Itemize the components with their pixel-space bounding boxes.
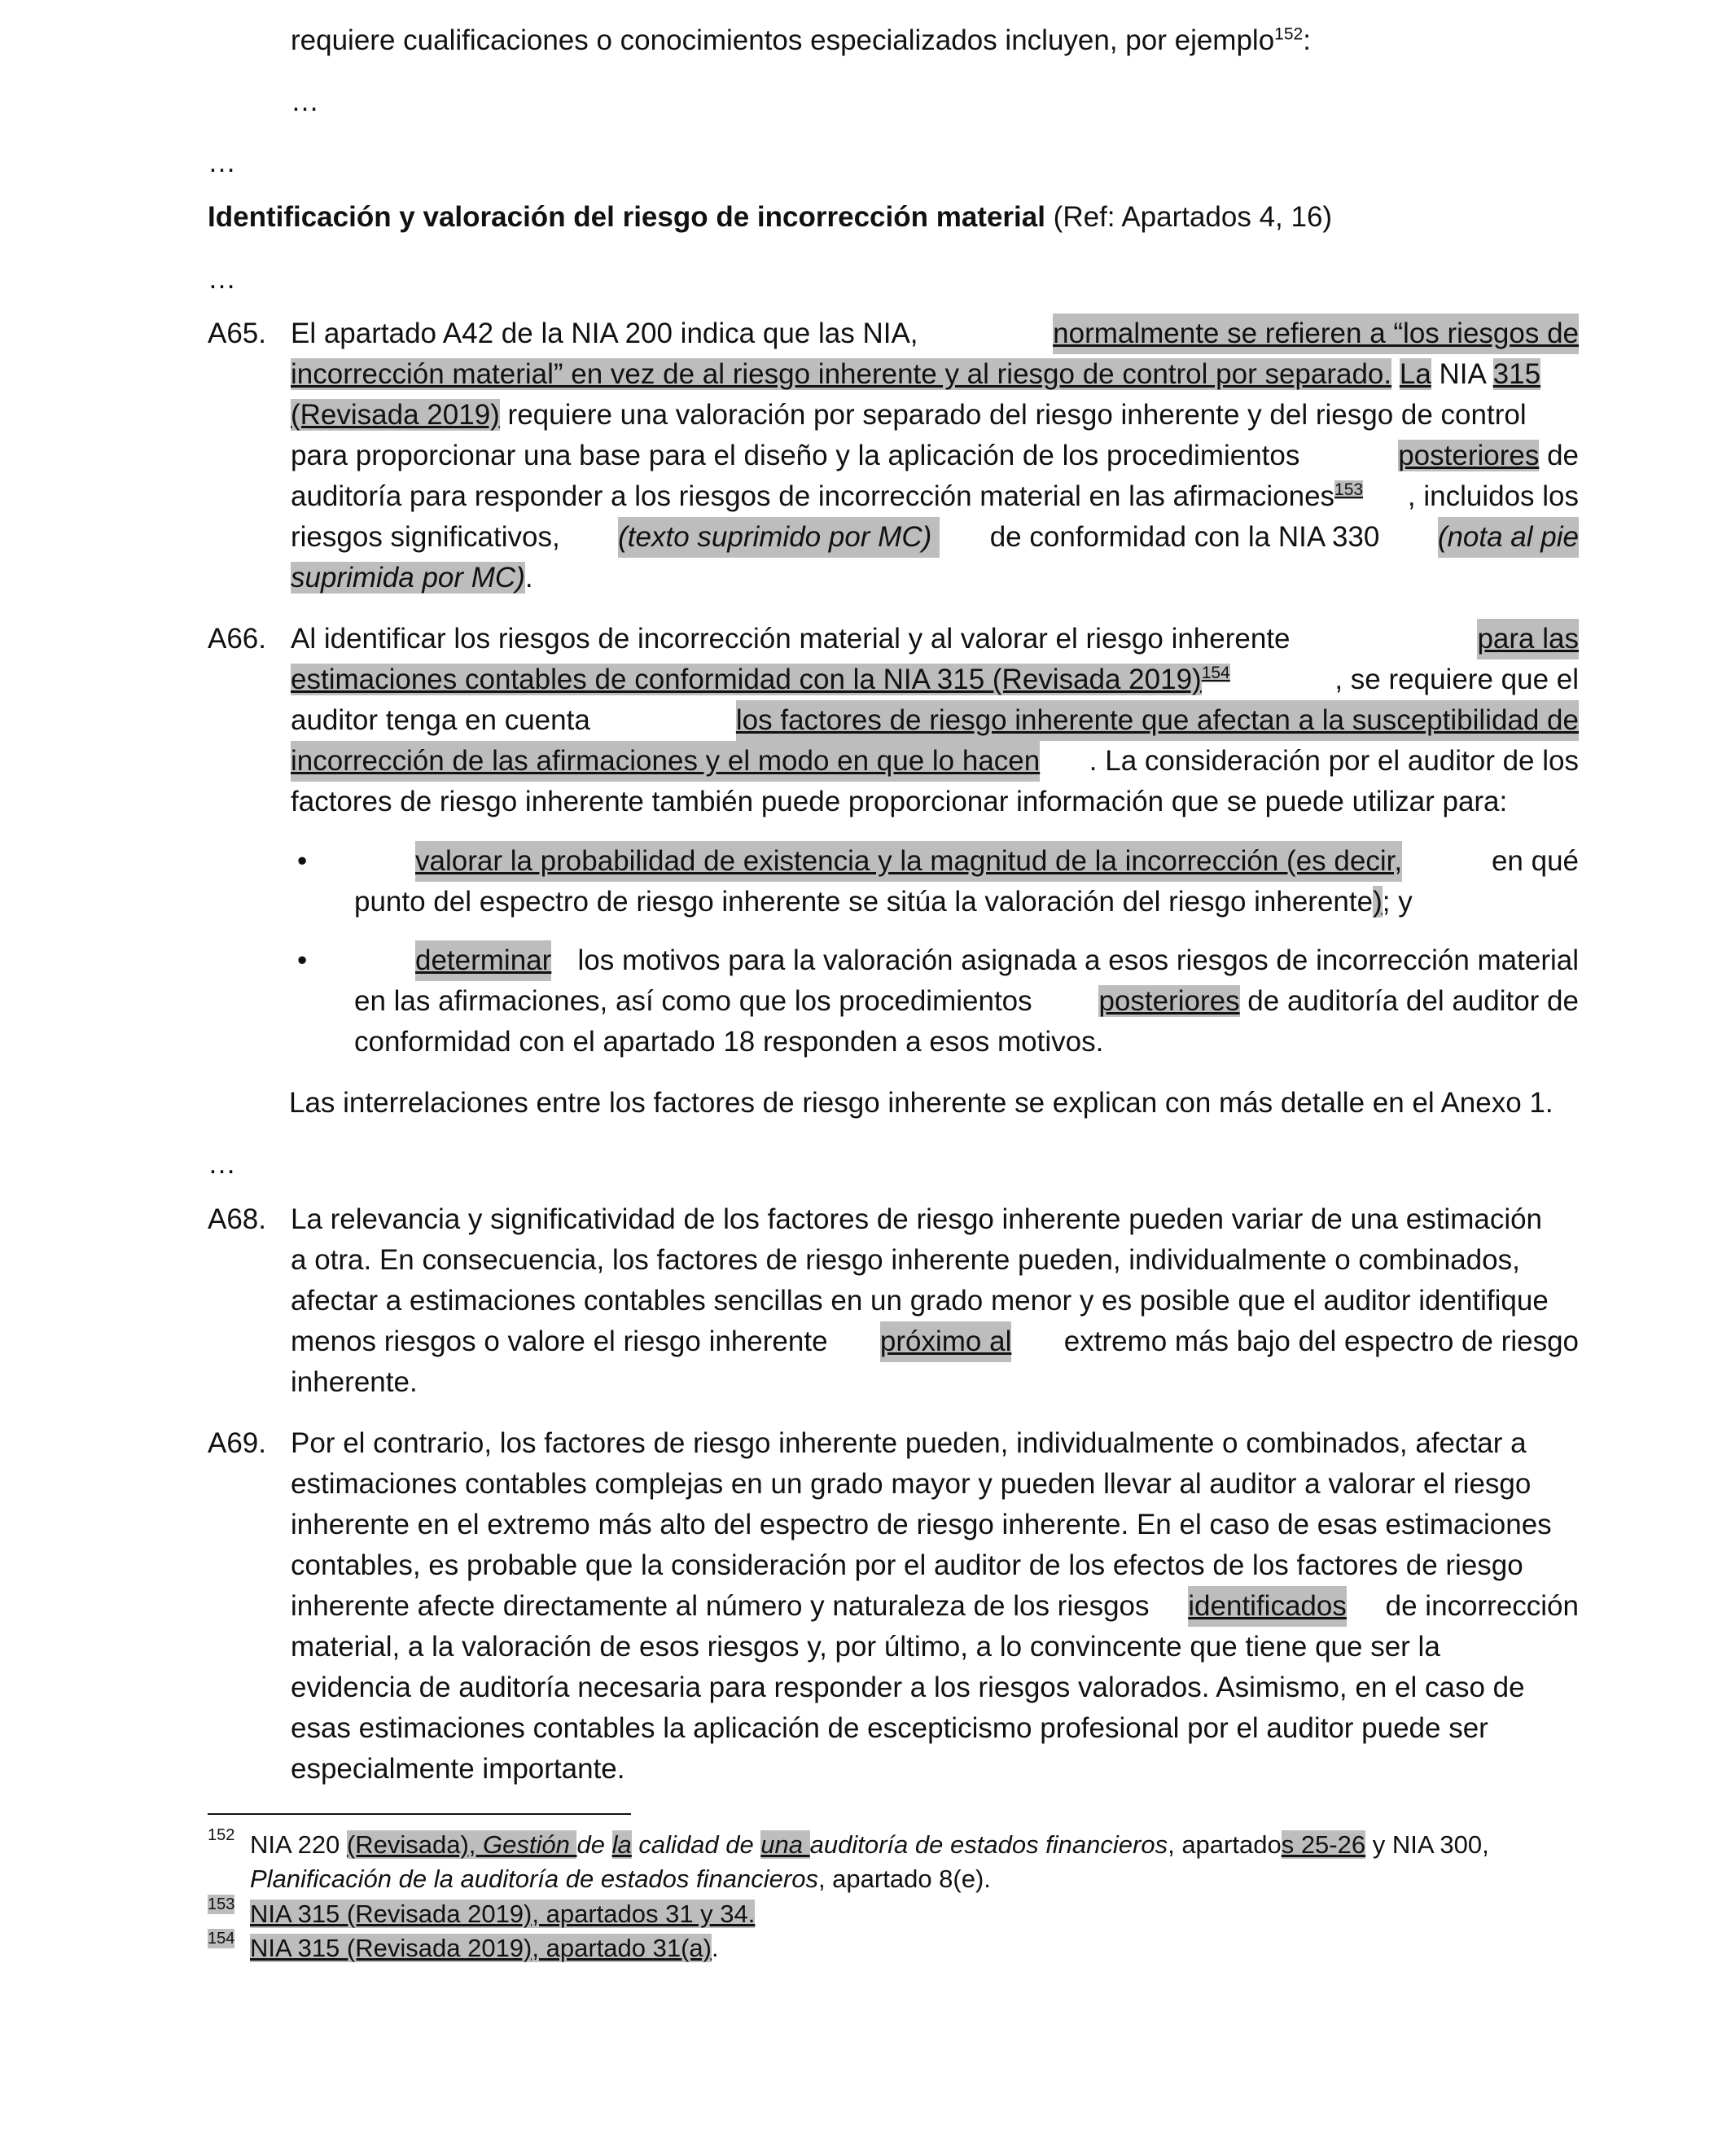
bullet-marker: •: [297, 845, 308, 877]
text-run: NIA 220: [250, 1830, 347, 1859]
text-line: conformidad con el apartado 18 responden a esos motivos.: [354, 1026, 1104, 1058]
footnote-number-153: 153: [208, 1895, 235, 1913]
text-run: en las afirmaciones, así como que los procedimientos: [354, 985, 1041, 1017]
text-run: Planificación de la auditoría de estados financieros: [250, 1865, 818, 1893]
text-line: [291, 517, 1579, 558]
text-run: , incluidos los: [1407, 480, 1579, 512]
text-line: La relevancia y significatividad de los factores de riesgo inherente pueden variar de una estimación: [291, 1203, 1543, 1235]
tracked-change: posteriores: [1098, 985, 1240, 1017]
intro-colon: :: [1303, 24, 1311, 56]
text-line: [291, 1321, 1579, 1362]
text-run: para proporcionar una base para el diseño y la aplicación de los procedimientos: [291, 440, 1308, 471]
text-run: riesgos significativos,: [291, 521, 568, 553]
text-line: material, a la valoración de esos riesgos y, por último, a lo convincente que tiene que ser la: [291, 1631, 1440, 1663]
text-run: [1391, 358, 1400, 390]
tracked-change: identificados: [1188, 1586, 1347, 1627]
tracked-change: la: [611, 1830, 632, 1859]
footnote-separator: [208, 1813, 631, 1815]
tracked-change: Gestión: [483, 1830, 577, 1859]
footnote-154: [250, 1931, 719, 1965]
heading-title: Identificación y valoración del riesgo de incorrección material: [208, 201, 1045, 233]
text-line: Las interrelaciones entre los factores de riesgo inherente se explican con más detalle en el Anexo 1.: [289, 1087, 1554, 1119]
text-run: auditor tenga en cuenta: [291, 704, 598, 736]
tracked-change: ): [1373, 886, 1383, 918]
text-line: evidencia de auditoría necesaria para responder a los riesgos valorados. Asimismo, en el caso de: [291, 1672, 1525, 1703]
bullet-marker: •: [297, 944, 308, 976]
footnote-number-152: 152: [208, 1826, 235, 1844]
text-line: afectar a estimaciones contables sencillas en un grado menor y es posible que el auditor identifique: [291, 1285, 1549, 1317]
text-run: calidad de: [631, 1830, 761, 1859]
text-run: .: [524, 562, 533, 594]
text-line: [291, 741, 1579, 782]
text-run: de incorrección: [1377, 1590, 1579, 1622]
tracked-change: suprimida por MC): [291, 562, 525, 594]
text-line: [415, 940, 1579, 981]
text-line: [291, 476, 1579, 517]
text-line: [354, 981, 1579, 1022]
tracked-change: 315: [1492, 358, 1541, 390]
intro-text: requiere cualificaciones o conocimientos especializados incluyen, por ejemplo: [291, 24, 1275, 56]
text-line: Por el contrario, los factores de riesgo inherente pueden, individualmente o combinados, afectar a: [291, 1427, 1527, 1459]
text-run: auditoría para responder a los riesgos de incorrección material en las afirmaciones: [291, 480, 1335, 512]
footnote-ref-153[interactable]: 153: [1334, 480, 1364, 500]
tracked-change: (Revisada),: [346, 1830, 484, 1859]
text-line: inherente.: [291, 1366, 418, 1398]
text-line: [291, 558, 533, 598]
text-line: especialmente importante.: [291, 1753, 625, 1785]
tracked-change: normalmente se refieren a “los riesgos de: [1053, 313, 1579, 354]
text-line: [291, 660, 1579, 700]
tracked-change: una: [760, 1830, 810, 1859]
text-line: a otra. En consecuencia, los factores de riesgo inherente pueden, individualmente o combinados,: [291, 1244, 1520, 1276]
text-line: [291, 313, 1579, 354]
tracked-change: estimaciones contables de conformidad con la NIA 315 (Revisada 2019): [291, 664, 1202, 695]
tracked-change: La: [1399, 358, 1431, 390]
tracked-change: próximo al: [880, 1321, 1011, 1362]
text-run: auditoría de estados financieros: [809, 1830, 1168, 1859]
text-run: NIA: [1431, 358, 1493, 390]
text-run: , apartado 8(e).: [817, 1865, 991, 1893]
ellipsis: …: [208, 147, 236, 178]
tracked-change: posteriores: [1398, 440, 1540, 471]
text-run: extremo más bajo del espectro de riesgo: [1056, 1326, 1579, 1357]
tracked-change: NIA 315 (Revisada 2019), apartados 31 y 34.: [250, 1900, 756, 1928]
text-line: esas estimaciones contables la aplicación de escepticismo profesional por el auditor puede ser: [291, 1712, 1488, 1744]
text-run: .: [711, 1934, 719, 1962]
tracked-change: (nota al pie: [1438, 517, 1579, 558]
tracked-change: incorrección material” en vez de al riesgo inherente y al riesgo de control por separado.: [291, 358, 1392, 390]
text-run: . La consideración por el auditor de los: [1089, 745, 1579, 777]
paragraph-number-a66: A66.: [208, 623, 266, 655]
text-run: y NIA 300,: [1365, 1830, 1489, 1859]
text-run: de: [1539, 440, 1579, 471]
ellipsis: …: [208, 1148, 236, 1180]
text-run: inherente afecte directamente al número y naturaleza de los riesgos: [291, 1590, 1158, 1622]
text-run: en qué: [1483, 845, 1579, 877]
footnote-ref-154[interactable]: 154: [1201, 664, 1230, 683]
tracked-change: incorrección de las afirmaciones y el modo en que lo hacen: [291, 741, 1040, 782]
footnote-number-154: 154: [208, 1930, 235, 1948]
text-run: de conformidad con la NIA 330: [989, 521, 1388, 553]
text-line: [354, 882, 1413, 922]
text-line: factores de riesgo inherente también puede proporcionar información que se puede utilizar para:: [291, 786, 1508, 817]
text-line: estimaciones contables complejas en un grado mayor y pueden llevar al auditor a valorar el riesgo: [291, 1468, 1532, 1500]
tracked-change: valorar la probabilidad de existencia y la magnitud de la incorrección (es decir,: [415, 841, 1402, 882]
tracked-change: NIA 315 (Revisada 2019), apartado 31(a): [250, 1934, 712, 1962]
text-line: [291, 1586, 1579, 1627]
text-run: , se requiere que el: [1334, 664, 1579, 695]
text-run: , apartado: [1168, 1830, 1282, 1859]
text-line: [291, 700, 1579, 741]
tracked-change: los factores de riesgo inherente que afectan a la susceptibilidad de: [736, 700, 1579, 741]
text-run: menos riesgos o valore el riesgo inherente: [291, 1326, 836, 1357]
text-line: [291, 436, 1579, 476]
footnote-ref-152[interactable]: 152: [1274, 24, 1304, 44]
text-run: de: [576, 1830, 612, 1859]
ellipsis: …: [291, 85, 319, 117]
text-run: punto del espectro de riesgo inherente se sitúa la valoración del riesgo inherente: [354, 886, 1374, 918]
footnote-152-line2: [250, 1862, 991, 1896]
text-run: Al identificar los riesgos de incorrección material y al valorar el riesgo inherente: [291, 623, 1299, 655]
paragraph-number-a69: A69.: [208, 1427, 266, 1459]
tracked-change: para las: [1477, 619, 1579, 660]
text-line: [291, 619, 1579, 660]
paragraph-number-a68: A68.: [208, 1203, 266, 1235]
tracked-change: (Revisada 2019): [291, 399, 500, 431]
text-line: inherente en el extremo más alto del espectro de riesgo inherente. En el caso de esas estimaciones: [291, 1509, 1552, 1540]
ellipsis: …: [208, 263, 236, 295]
intro-line: [291, 20, 1311, 61]
text-line: [415, 841, 1579, 882]
paragraph-number-a65: A65.: [208, 318, 266, 349]
text-line: [291, 395, 1527, 436]
text-run: los motivos para la valoración asignada a esos riesgos de incorrección material: [569, 944, 1579, 976]
section-heading: [208, 197, 1332, 238]
tracked-change: s 25-26: [1281, 1830, 1366, 1859]
text-run: requiere una valoración por separado del riesgo inherente y del riesgo de control: [499, 399, 1527, 431]
text-run: de auditoría del auditor de: [1239, 985, 1579, 1017]
footnote-152: [250, 1828, 1489, 1862]
footnote-153: [250, 1897, 755, 1931]
heading-ref: (Ref: Apartados 4, 16): [1045, 201, 1333, 233]
tracked-change: determinar: [415, 940, 551, 981]
text-run: El apartado A42 de la NIA 200 indica que las NIA,: [291, 318, 927, 349]
text-line: [291, 354, 1579, 395]
text-line: contables, es probable que la consideración por el auditor de los efectos de los factores de riesgo: [291, 1549, 1523, 1581]
text-run: ; y: [1382, 886, 1413, 918]
tracked-change: (texto suprimido por MC): [618, 517, 940, 558]
